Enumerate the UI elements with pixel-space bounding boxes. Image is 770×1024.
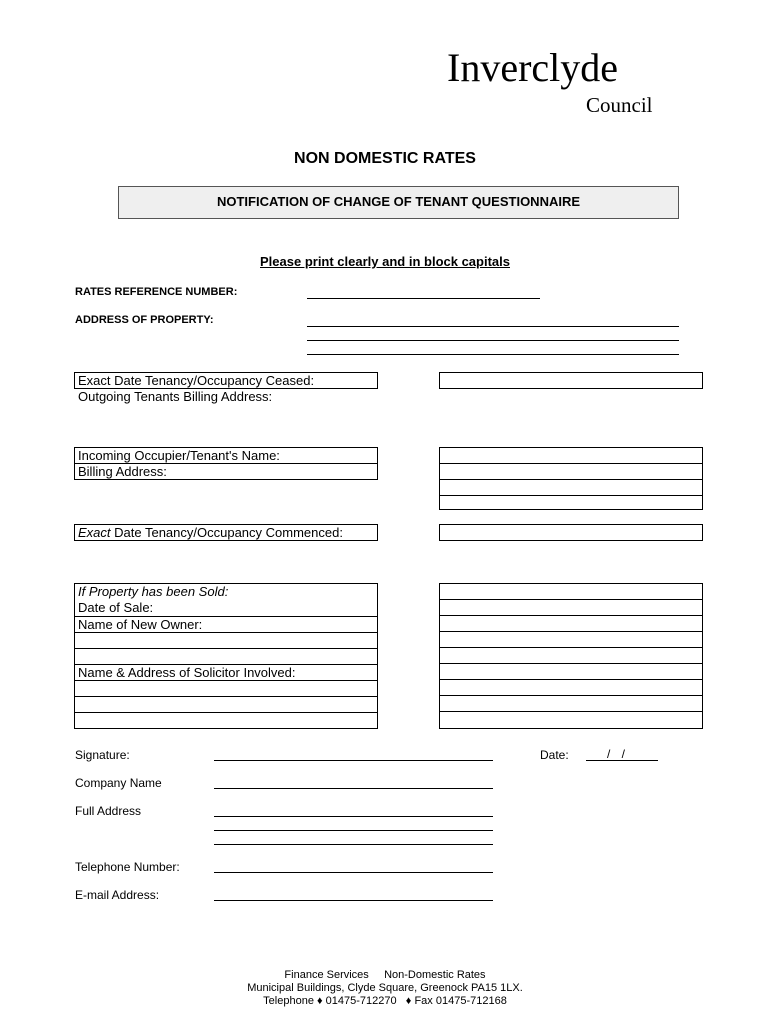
page-title: NON DOMESTIC RATES <box>294 150 476 167</box>
date-label: Date: <box>540 748 569 762</box>
ceased-date-input[interactable] <box>439 372 703 389</box>
signature-label: Signature: <box>75 748 130 762</box>
full-address-label: Full Address <box>75 804 142 818</box>
billing-address-input-1[interactable] <box>439 463 703 480</box>
billing-address-label: Billing Address: <box>78 464 167 479</box>
new-owner-input-3[interactable] <box>439 647 703 664</box>
property-address-label: ADDRESS OF PROPERTY: <box>75 314 214 326</box>
billing-address-input-3[interactable] <box>439 495 703 510</box>
council-logo-sub: Council <box>586 93 653 117</box>
telephone-label: Telephone Number: <box>75 860 180 874</box>
commenced-label <box>78 525 343 540</box>
left-blank-row-2 <box>74 648 378 665</box>
property-address-line-3[interactable] <box>307 354 679 355</box>
left-blank-row-1 <box>74 632 378 649</box>
date-slashes: / / <box>607 747 626 761</box>
solicitor-input-2[interactable] <box>439 679 703 696</box>
outgoing-address-label: Outgoing Tenants Billing Address: <box>78 389 273 404</box>
telephone-line[interactable] <box>214 872 493 873</box>
footer-line-1: Finance Services Non-Domestic Rates <box>284 969 486 981</box>
solicitor-input-4[interactable] <box>439 711 703 729</box>
footer-line-3: Telephone ♦ 01475-712270 ♦ Fax 01475-712168 <box>263 995 507 1007</box>
rates-reference-input-line[interactable] <box>307 298 540 299</box>
commenced-label-italic: Exact <box>78 525 111 540</box>
full-address-line-2[interactable] <box>214 830 493 831</box>
date-of-sale-input[interactable] <box>439 599 703 616</box>
incoming-name-label: Incoming Occupier/Tenant's Name: <box>78 448 280 463</box>
commenced-label-rest: Date Tenancy/Occupancy Commenced: <box>110 525 343 540</box>
new-owner-input-2[interactable] <box>439 631 703 648</box>
rates-reference-label: RATES REFERENCE NUMBER: <box>75 286 238 298</box>
property-address-line-2[interactable] <box>307 340 679 341</box>
left-blank-row-5 <box>74 712 378 729</box>
left-blank-row-3 <box>74 680 378 697</box>
footer-line-2: Municipal Buildings, Clyde Square, Greenock PA15 1LX. <box>247 982 523 994</box>
solicitor-input-1[interactable] <box>439 663 703 680</box>
billing-address-input-2[interactable] <box>439 479 703 496</box>
solicitor-label: Name & Address of Solicitor Involved: <box>78 665 296 680</box>
full-address-line-3[interactable] <box>214 844 493 845</box>
property-address-line-1[interactable] <box>307 326 679 327</box>
email-label: E-mail Address: <box>75 888 160 902</box>
sold-label: If Property has been Sold: <box>78 584 229 599</box>
company-name-label: Company Name <box>75 776 162 790</box>
commenced-date-input[interactable] <box>439 524 703 541</box>
sold-input-1[interactable] <box>439 583 703 600</box>
signature-line[interactable] <box>214 760 493 761</box>
form-subtitle-box: NOTIFICATION OF CHANGE OF TENANT QUESTIONNAIRE <box>118 186 679 219</box>
full-address-line-1[interactable] <box>214 816 493 817</box>
email-line[interactable] <box>214 900 493 901</box>
new-owner-input-1[interactable] <box>439 615 703 632</box>
instruction-text: Please print clearly and in block capitals <box>260 254 510 269</box>
date-of-sale-label: Date of Sale: <box>78 600 154 615</box>
incoming-name-input[interactable] <box>439 447 703 464</box>
ceased-label: Exact Date Tenancy/Occupancy Ceased: <box>78 373 315 388</box>
new-owner-label: Name of New Owner: <box>78 617 203 632</box>
council-logo-name: Inverclyde <box>447 45 619 90</box>
company-name-line[interactable] <box>214 788 493 789</box>
solicitor-input-3[interactable] <box>439 695 703 712</box>
left-blank-row-4 <box>74 696 378 713</box>
